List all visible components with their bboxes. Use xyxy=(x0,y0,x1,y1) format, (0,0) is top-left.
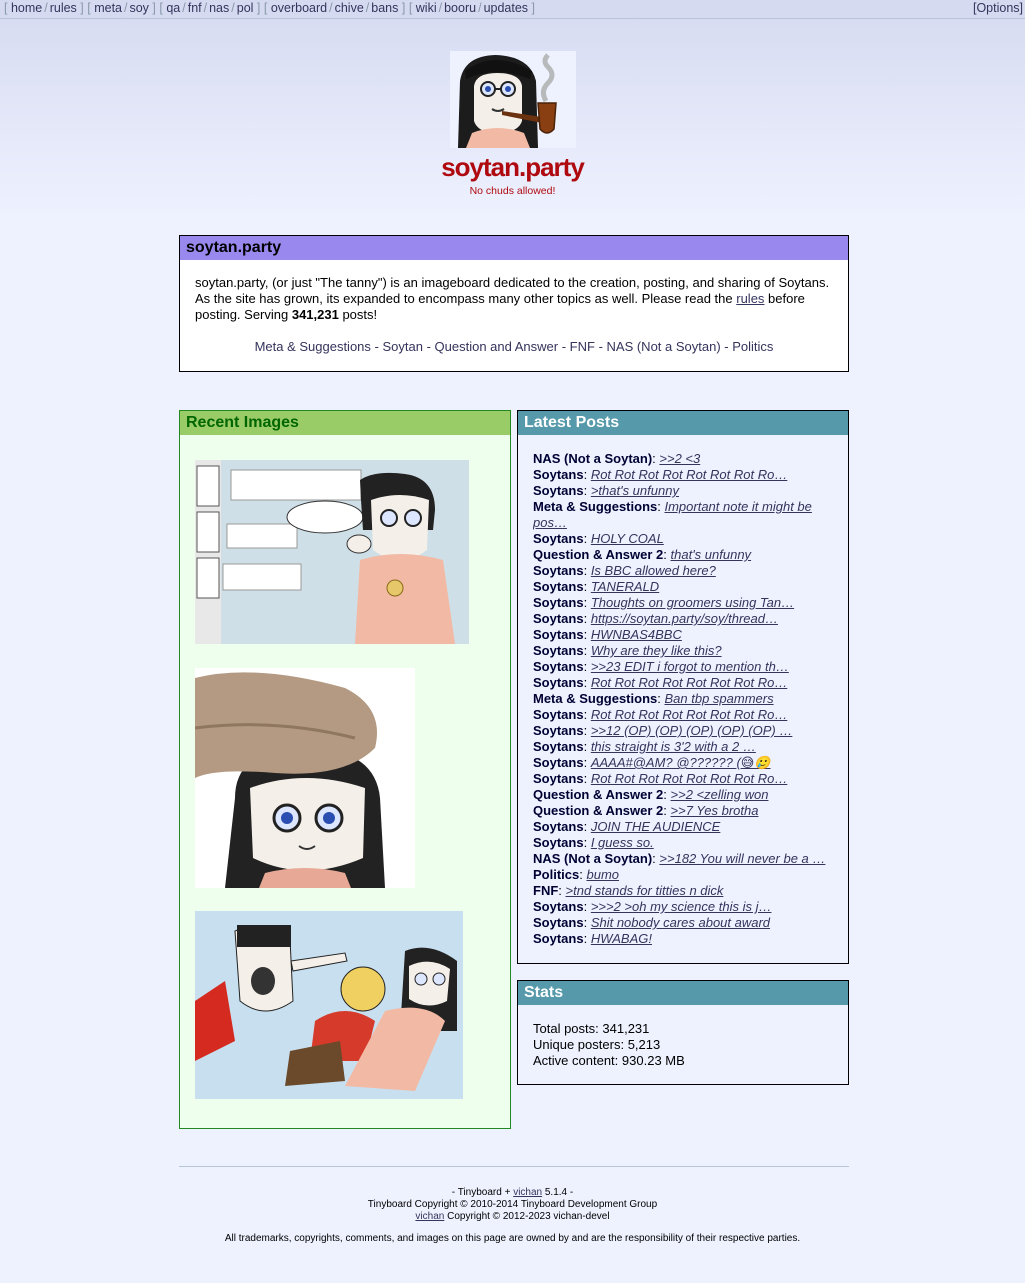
post-board-name: Question & Answer 2 xyxy=(533,787,664,802)
post-link[interactable]: >tnd stands for titties n dick xyxy=(565,883,724,898)
footer-text: Copyright © 2012-2023 vichan-devel xyxy=(444,1211,610,1222)
post-board-name: Soytans xyxy=(533,467,584,482)
latest-post-item: Soytans: I guess so. xyxy=(533,835,654,850)
board-link-qa[interactable]: Question and Answer xyxy=(434,339,559,354)
post-link[interactable]: >>7 Yes brotha xyxy=(670,803,759,818)
vichan-devel-link[interactable]: vichan xyxy=(415,1211,445,1222)
post-board-name: NAS (Not a Soytan) xyxy=(533,851,653,866)
about-text-part: soytan.party, (or just "The tanny") is an imageboard dedicated to the creation, posting, and sharing of Soytans. As the site has grown, its expanded to encompass many other topics as well. Please read the xyxy=(195,275,830,306)
nav-link-rules[interactable]: rules xyxy=(49,1,77,15)
latest-post-item: Meta & Suggestions: Important note it might be pos… xyxy=(533,499,812,530)
latest-post-item: Soytans: AAAA#@AM? @?????? (😅🥲 xyxy=(533,755,771,770)
latest-post-item: Soytans: Rot Rot Rot Rot Rot Rot Rot Ro… xyxy=(533,675,788,690)
footer-version xyxy=(0,1187,1025,1199)
latest-post-item: NAS (Not a Soytan): >>182 You will never be a … xyxy=(533,851,826,866)
latest-post-item: Soytans: Thoughts on groomers using Tan… xyxy=(533,595,795,610)
post-board-name: Soytans xyxy=(533,531,584,546)
post-board-name: Soytans xyxy=(533,931,584,946)
stat-label: Total posts: xyxy=(533,1021,599,1036)
stat-label: Unique posters: xyxy=(533,1037,625,1052)
latest-post-item: Soytans: >>23 EDIT i forgot to mention th… xyxy=(533,659,789,674)
post-link[interactable]: this straight is 3'2 with a 2 … xyxy=(590,739,756,754)
latest-posts-box xyxy=(517,410,849,964)
post-link[interactable]: Rot Rot Rot Rot Rot Rot Rot Ro… xyxy=(590,675,788,690)
latest-post-item: FNF: >tnd stands for titties n dick xyxy=(533,883,724,898)
latest-posts-heading: Latest Posts xyxy=(518,411,848,435)
recent-images-heading: Recent Images xyxy=(180,411,510,435)
post-count: 341,231 xyxy=(291,307,339,322)
post-link[interactable]: bumo xyxy=(586,867,620,882)
recent-image-3[interactable] xyxy=(195,911,463,1099)
nav-group-5: [ wiki / booru / updates ] xyxy=(408,1,536,15)
recent-image-2[interactable] xyxy=(195,668,415,888)
latest-post-item: Soytans: Rot Rot Rot Rot Rot Rot Rot Ro… xyxy=(533,771,788,786)
latest-post-item: Soytans: >>12 (OP) (OP) (OP) (OP) (OP) … xyxy=(533,723,793,738)
stat-value: 930.23 MB xyxy=(621,1053,685,1068)
post-board-name: Soytans xyxy=(533,659,584,674)
post-link[interactable]: >>2 <zelling won xyxy=(670,787,769,802)
post-link[interactable]: Why are they like this? xyxy=(590,643,722,658)
nav-link-wiki[interactable]: wiki xyxy=(415,1,437,15)
post-link[interactable]: >>12 (OP) (OP) (OP) (OP) (OP) … xyxy=(590,723,793,738)
options-button[interactable]: [Options] xyxy=(972,1,1023,15)
latest-post-item: Soytans: >>>2 >oh my science this is j… xyxy=(533,899,772,914)
board-list: Meta & Suggestions - Soytan - Question and Answer - FNF - NAS (Not a Soytan) - Politics xyxy=(254,339,774,354)
post-link[interactable]: Rot Rot Rot Rot Rot Rot Rot Ro… xyxy=(590,771,788,786)
stat-value: 5,213 xyxy=(627,1037,661,1052)
nav-link-fnf[interactable]: fnf xyxy=(187,1,202,15)
post-board-name: Soytans xyxy=(533,627,584,642)
nav-link-overboard[interactable]: overboard xyxy=(270,1,328,15)
stat-label: Active content: xyxy=(533,1053,619,1068)
post-board-name: Soytans xyxy=(533,771,584,786)
site-subtitle: No chuds allowed! xyxy=(469,185,556,197)
recent-image-1[interactable] xyxy=(195,460,469,644)
about-heading: soytan.party xyxy=(180,236,848,260)
latest-post-item: Soytans: Rot Rot Rot Rot Rot Rot Rot Ro… xyxy=(533,707,788,722)
post-board-name: Soytans xyxy=(533,483,584,498)
stats-heading: Stats xyxy=(518,981,848,1005)
post-link[interactable]: >that's unfunny xyxy=(590,483,679,498)
post-board-name: Soytans xyxy=(533,611,584,626)
post-link[interactable]: Ban tbp spammers xyxy=(664,691,774,706)
board-link-meta[interactable]: Meta & Suggestions xyxy=(254,339,371,354)
board-link-soytan[interactable]: Soytan xyxy=(382,339,423,354)
post-board-name: Question & Answer 2 xyxy=(533,547,664,562)
nav-link-meta[interactable]: meta xyxy=(94,1,122,15)
about-box xyxy=(179,235,849,372)
post-link[interactable]: https://soytan.party/soy/thread… xyxy=(590,611,778,626)
footer xyxy=(0,1187,1025,1245)
post-link[interactable]: >>23 EDIT i forgot to mention th… xyxy=(590,659,789,674)
post-board-name: Soytans xyxy=(533,915,584,930)
board-link-politics[interactable]: Politics xyxy=(732,339,774,354)
soyjak-pipe-logo-icon xyxy=(450,51,576,148)
post-board-name: FNF xyxy=(533,883,559,898)
post-link[interactable]: I guess so. xyxy=(590,835,654,850)
board-link-nas[interactable]: NAS (Not a Soytan) xyxy=(606,339,721,354)
post-link[interactable]: Rot Rot Rot Rot Rot Rot Rot Ro… xyxy=(590,467,788,482)
post-board-name: Soytans xyxy=(533,579,584,594)
latest-post-item: Politics: bumo xyxy=(533,867,620,882)
footer-tinyboard-copyright: Tinyboard Copyright © 2010-2014 Tinyboard Development Group xyxy=(367,1199,658,1210)
board-link-fnf[interactable]: FNF xyxy=(569,339,595,354)
nav-group-1: [ home / rules ] xyxy=(4,1,84,15)
post-board-name: Soytans xyxy=(533,819,584,834)
footer-disclaimer: All trademarks, copyrights, comments, and images on this page are owned by and are the responsibility of their respective parties. xyxy=(224,1233,801,1244)
about-text xyxy=(180,260,848,355)
latest-post-item: Soytans: Is BBC allowed here? xyxy=(533,563,716,578)
nav-link-pol[interactable]: pol xyxy=(236,1,254,15)
latest-post-item: Question & Answer 2: that's unfunny xyxy=(533,547,752,562)
nav-link-chive[interactable]: chive xyxy=(334,1,364,15)
post-board-name: Soytans xyxy=(533,755,584,770)
nav-group-4: [ overboard / chive / bans ] xyxy=(263,1,406,15)
post-link[interactable]: Important note it might be pos… xyxy=(533,499,812,530)
stat-unique-posters xyxy=(533,1037,848,1053)
post-link[interactable]: HWNBAS4BBC xyxy=(590,627,682,642)
post-link[interactable]: >>2 <3 xyxy=(659,451,701,466)
latest-post-item: Soytans: HWNBAS4BBC xyxy=(533,627,682,642)
vichan-link[interactable]: vichan xyxy=(513,1187,543,1198)
latest-post-item: Soytans: HOLY COAL xyxy=(533,531,664,546)
post-board-name: Soytans xyxy=(533,563,584,578)
post-board-name: Soytans xyxy=(533,643,584,658)
latest-post-item: Soytans: https://soytan.party/soy/thread… xyxy=(533,611,778,626)
latest-post-item: Question & Answer 2: >>2 <zelling won xyxy=(533,787,769,802)
post-link[interactable]: Shit nobody cares about award xyxy=(590,915,771,930)
footer-text: - Tinyboard + xyxy=(451,1187,514,1198)
latest-post-item: Meta & Suggestions: Ban tbp spammers xyxy=(533,691,774,706)
about-text-part: before posting. Serving xyxy=(195,291,805,322)
post-link[interactable]: HOLY COAL xyxy=(590,531,664,546)
site-title: soytan.party xyxy=(441,152,584,182)
latest-post-item: Soytans: this straight is 3'2 with a 2 … xyxy=(533,739,756,754)
latest-post-item: Soytans: Shit nobody cares about award xyxy=(533,915,771,930)
post-board-name: Soytans xyxy=(533,707,584,722)
post-link[interactable]: Thoughts on groomers using Tan… xyxy=(590,595,795,610)
post-board-name: Question & Answer 2 xyxy=(533,803,664,818)
post-link[interactable]: >>182 You will never be a … xyxy=(659,851,826,866)
post-link[interactable]: that's unfunny xyxy=(670,547,752,562)
post-board-name: Soytans xyxy=(533,739,584,754)
rules-link[interactable]: rules xyxy=(736,291,765,306)
post-board-name: Meta & Suggestions xyxy=(533,691,658,706)
stat-active-content xyxy=(533,1053,848,1069)
post-link[interactable]: AAAA#@AM? @?????? (😅🥲 xyxy=(590,755,771,770)
latest-post-item: Soytans: Rot Rot Rot Rot Rot Rot Rot Ro… xyxy=(533,467,788,482)
nav-link-booru[interactable]: booru xyxy=(444,1,477,15)
nav-group-2: [ meta / soy ] xyxy=(87,1,156,15)
post-link[interactable]: Rot Rot Rot Rot Rot Rot Rot Ro… xyxy=(590,707,788,722)
post-board-name: Soytans xyxy=(533,723,584,738)
recent-images-box xyxy=(179,410,511,1129)
latest-post-item: Soytans: JOIN THE AUDIENCE xyxy=(533,819,721,834)
top-nav-bar xyxy=(0,0,1025,19)
latest-post-item: Soytans: HWABAG! xyxy=(533,931,652,946)
footer-vichan-copyright xyxy=(0,1211,1025,1223)
post-board-name: Soytans xyxy=(533,595,584,610)
latest-post-item: NAS (Not a Soytan): >>2 <3 xyxy=(533,451,701,466)
post-board-name: NAS (Not a Soytan) xyxy=(533,451,653,466)
post-board-name: Soytans xyxy=(533,899,584,914)
nav-link-soy[interactable]: soy xyxy=(129,1,149,15)
latest-posts-list xyxy=(518,435,848,947)
nav-group-3: [ qa / fnf / nas / pol ] xyxy=(159,1,261,15)
post-board-name: Meta & Suggestions xyxy=(533,499,658,514)
footer-divider xyxy=(179,1166,849,1167)
post-link[interactable]: HWABAG! xyxy=(590,931,652,946)
latest-post-item: Soytans: Why are they like this? xyxy=(533,643,722,658)
footer-text: 5.1.4 - xyxy=(542,1187,574,1198)
post-board-name: Soytans xyxy=(533,835,584,850)
nav-link-home[interactable]: home xyxy=(10,1,43,15)
latest-post-item: Soytans: >that's unfunny xyxy=(533,483,679,498)
stat-total-posts xyxy=(533,1021,848,1037)
stats-body xyxy=(518,1005,848,1069)
latest-post-item: Soytans: TANERALD xyxy=(533,579,660,594)
stats-box xyxy=(517,980,849,1085)
nav-link-qa[interactable]: qa xyxy=(166,1,181,15)
about-text-part: posts! xyxy=(338,307,378,322)
post-link[interactable]: >>>2 >oh my science this is j… xyxy=(590,899,772,914)
nav-link-updates[interactable]: updates xyxy=(483,1,529,15)
nav-link-bans[interactable]: bans xyxy=(371,1,399,15)
post-link[interactable]: JOIN THE AUDIENCE xyxy=(590,819,721,834)
post-board-name: Politics xyxy=(533,867,580,882)
post-link[interactable]: TANERALD xyxy=(590,579,660,594)
post-board-name: Soytans xyxy=(533,675,584,690)
stat-value: 341,231 xyxy=(602,1021,650,1036)
nav-link-nas[interactable]: nas xyxy=(209,1,230,15)
post-link[interactable]: Is BBC allowed here? xyxy=(590,563,716,578)
latest-post-item: Question & Answer 2: >>7 Yes brotha xyxy=(533,803,759,818)
